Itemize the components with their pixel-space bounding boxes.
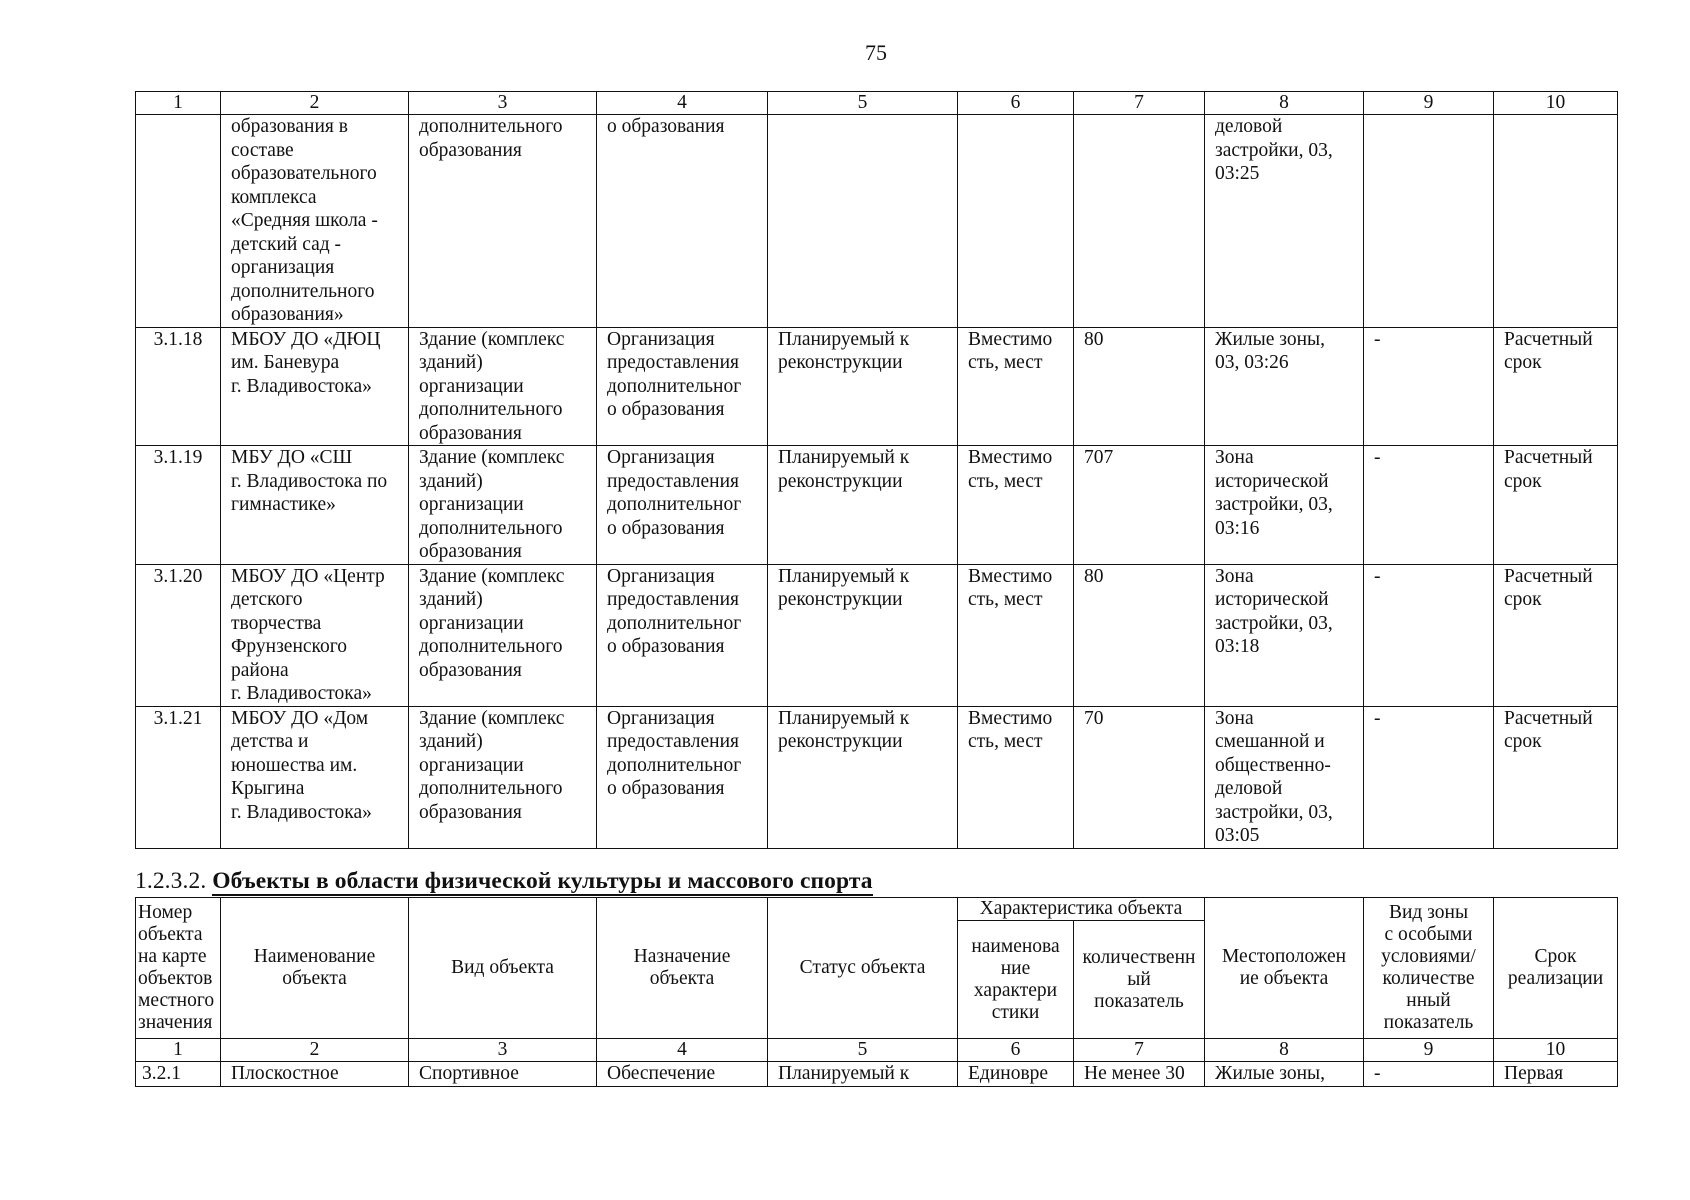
object-name: МБУ ДО «СШ г. Владивостока по гимнастике» xyxy=(221,446,409,565)
header-object-location: Местоположен ие объекта xyxy=(1205,898,1364,1039)
object-type: дополнительного образования xyxy=(409,115,597,328)
implementation-term: Расчетный срок xyxy=(1494,446,1618,565)
object-number xyxy=(136,115,221,328)
special-zone: - xyxy=(1364,446,1494,565)
table-row xyxy=(136,446,1618,565)
object-location: Жилые зоны, xyxy=(1205,1062,1364,1087)
header-row xyxy=(136,898,1618,921)
column-number: 5 xyxy=(768,1039,958,1062)
column-number: 5 xyxy=(768,92,958,115)
column-number: 6 xyxy=(958,1039,1074,1062)
page-number: 75 xyxy=(865,40,887,65)
column-number: 3 xyxy=(409,92,597,115)
characteristic-value: 80 xyxy=(1074,327,1205,446)
object-name: МБОУ ДО «Дом детства и юношества им. Крыгина г. Владивостока» xyxy=(221,706,409,848)
column-number: 10 xyxy=(1494,1039,1618,1062)
table-row xyxy=(136,564,1618,706)
object-purpose: Организация предоставления дополнительног о образования xyxy=(597,706,768,848)
column-number-row xyxy=(136,92,1618,115)
object-number: 3.1.20 xyxy=(136,564,221,706)
object-status xyxy=(768,115,958,328)
object-type: Здание (комплекс зданий) организации дополнительного образования xyxy=(409,327,597,446)
object-status: Планируемый к реконструкции xyxy=(768,564,958,706)
column-number-row xyxy=(136,1039,1618,1062)
column-number: 2 xyxy=(221,92,409,115)
column-number: 3 xyxy=(409,1039,597,1062)
header-object-status: Статус объекта xyxy=(768,898,958,1039)
section-heading xyxy=(135,868,873,895)
table-row xyxy=(136,327,1618,446)
implementation-term xyxy=(1494,115,1618,328)
main-table xyxy=(135,91,1618,849)
object-type: Здание (комплекс зданий) организации дополнительного образования xyxy=(409,706,597,848)
object-status: Планируемый к реконструкции xyxy=(768,706,958,848)
header-characteristic-value: количественн ый показатель xyxy=(1074,921,1205,1039)
column-number: 6 xyxy=(958,92,1074,115)
object-location: Зона исторической застройки, 03, 03:18 xyxy=(1205,564,1364,706)
characteristic-name: Вместимо сть, мест xyxy=(958,706,1074,848)
special-zone: - xyxy=(1364,1062,1494,1087)
column-number: 7 xyxy=(1074,92,1205,115)
table-row xyxy=(136,706,1618,848)
characteristic-value: 70 xyxy=(1074,706,1205,848)
special-zone: - xyxy=(1364,706,1494,848)
object-type: Здание (комплекс зданий) организации дополнительного образования xyxy=(409,564,597,706)
object-type: Здание (комплекс зданий) организации дополнительного образования xyxy=(409,446,597,565)
object-name: Плоскостное xyxy=(221,1062,409,1087)
object-name: образования в составе образовательного комплекса «Средняя школа - детский сад - организация дополнительного образования» xyxy=(221,115,409,328)
object-type: Спортивное xyxy=(409,1062,597,1087)
column-number: 1 xyxy=(136,92,221,115)
characteristic-name: Вместимо сть, мест xyxy=(958,327,1074,446)
object-status: Планируемый к xyxy=(768,1062,958,1087)
column-number: 10 xyxy=(1494,92,1618,115)
characteristic-value: 80 xyxy=(1074,564,1205,706)
table-row xyxy=(136,1062,1618,1087)
header-special-zone: Вид зоны с особыми условиями/ количестве нный показатель xyxy=(1364,898,1494,1039)
object-location: Жилые зоны, 03, 03:26 xyxy=(1205,327,1364,446)
header-object-type: Вид объекта xyxy=(409,898,597,1039)
header-characteristic-name: наименова ние характери стики xyxy=(958,921,1074,1039)
column-number: 8 xyxy=(1205,1039,1364,1062)
object-number: 3.1.21 xyxy=(136,706,221,848)
object-status: Планируемый к реконструкции xyxy=(768,327,958,446)
column-number: 9 xyxy=(1364,92,1494,115)
special-zone xyxy=(1364,115,1494,328)
object-purpose: Организация предоставления дополнительног о образования xyxy=(597,564,768,706)
header-characteristic-group: Характеристика объекта xyxy=(958,898,1205,921)
column-number: 8 xyxy=(1205,92,1364,115)
characteristic-value xyxy=(1074,115,1205,328)
header-implementation-term: Срок реализации xyxy=(1494,898,1618,1039)
header-object-number: Номер объекта на карте объектов местного значения xyxy=(136,898,221,1039)
implementation-term: Расчетный срок xyxy=(1494,327,1618,446)
characteristic-name: Единовре xyxy=(958,1062,1074,1087)
column-number: 4 xyxy=(597,92,768,115)
object-number: 3.1.18 xyxy=(136,327,221,446)
object-purpose: Организация предоставления дополнительног о образования xyxy=(597,327,768,446)
special-zone: - xyxy=(1364,327,1494,446)
column-number: 7 xyxy=(1074,1039,1205,1062)
object-name: МБОУ ДО «ДЮЦ им. Баневура г. Владивостока» xyxy=(221,327,409,446)
object-name: МБОУ ДО «Центр детского творчества Фрунзенского района г. Владивостока» xyxy=(221,564,409,706)
section-title: Объекты в области физической культуры и массового спорта xyxy=(212,868,873,894)
column-number: 4 xyxy=(597,1039,768,1062)
object-purpose: Обеспечение xyxy=(597,1062,768,1087)
column-number: 1 xyxy=(136,1039,221,1062)
object-number: 3.1.19 xyxy=(136,446,221,565)
object-purpose: о образования xyxy=(597,115,768,328)
implementation-term: Расчетный срок xyxy=(1494,564,1618,706)
header-object-purpose: Назначение объекта xyxy=(597,898,768,1039)
table-row xyxy=(136,115,1618,328)
object-location: Зона смешанной и общественно- деловой застройки, 03, 03:05 xyxy=(1205,706,1364,848)
characteristic-value: Не менее 30 xyxy=(1074,1062,1205,1087)
sport-objects-table xyxy=(135,897,1618,1087)
implementation-term: Расчетный срок xyxy=(1494,706,1618,848)
object-purpose: Организация предоставления дополнительног о образования xyxy=(597,446,768,565)
header-object-name: Наименование объекта xyxy=(221,898,409,1039)
object-location: Зона исторической застройки, 03, 03:16 xyxy=(1205,446,1364,565)
characteristic-name: Вместимо сть, мест xyxy=(958,564,1074,706)
object-location: деловой застройки, 03, 03:25 xyxy=(1205,115,1364,328)
object-status: Планируемый к реконструкции xyxy=(768,446,958,565)
implementation-term: Первая xyxy=(1494,1062,1618,1087)
column-number: 2 xyxy=(221,1039,409,1062)
characteristic-name: Вместимо сть, мест xyxy=(958,446,1074,565)
column-number: 9 xyxy=(1364,1039,1494,1062)
characteristic-value: 707 xyxy=(1074,446,1205,565)
object-number: 3.2.1 xyxy=(136,1062,221,1087)
characteristic-name xyxy=(958,115,1074,328)
section-number: 1.2.3.2. xyxy=(135,868,207,894)
special-zone: - xyxy=(1364,564,1494,706)
